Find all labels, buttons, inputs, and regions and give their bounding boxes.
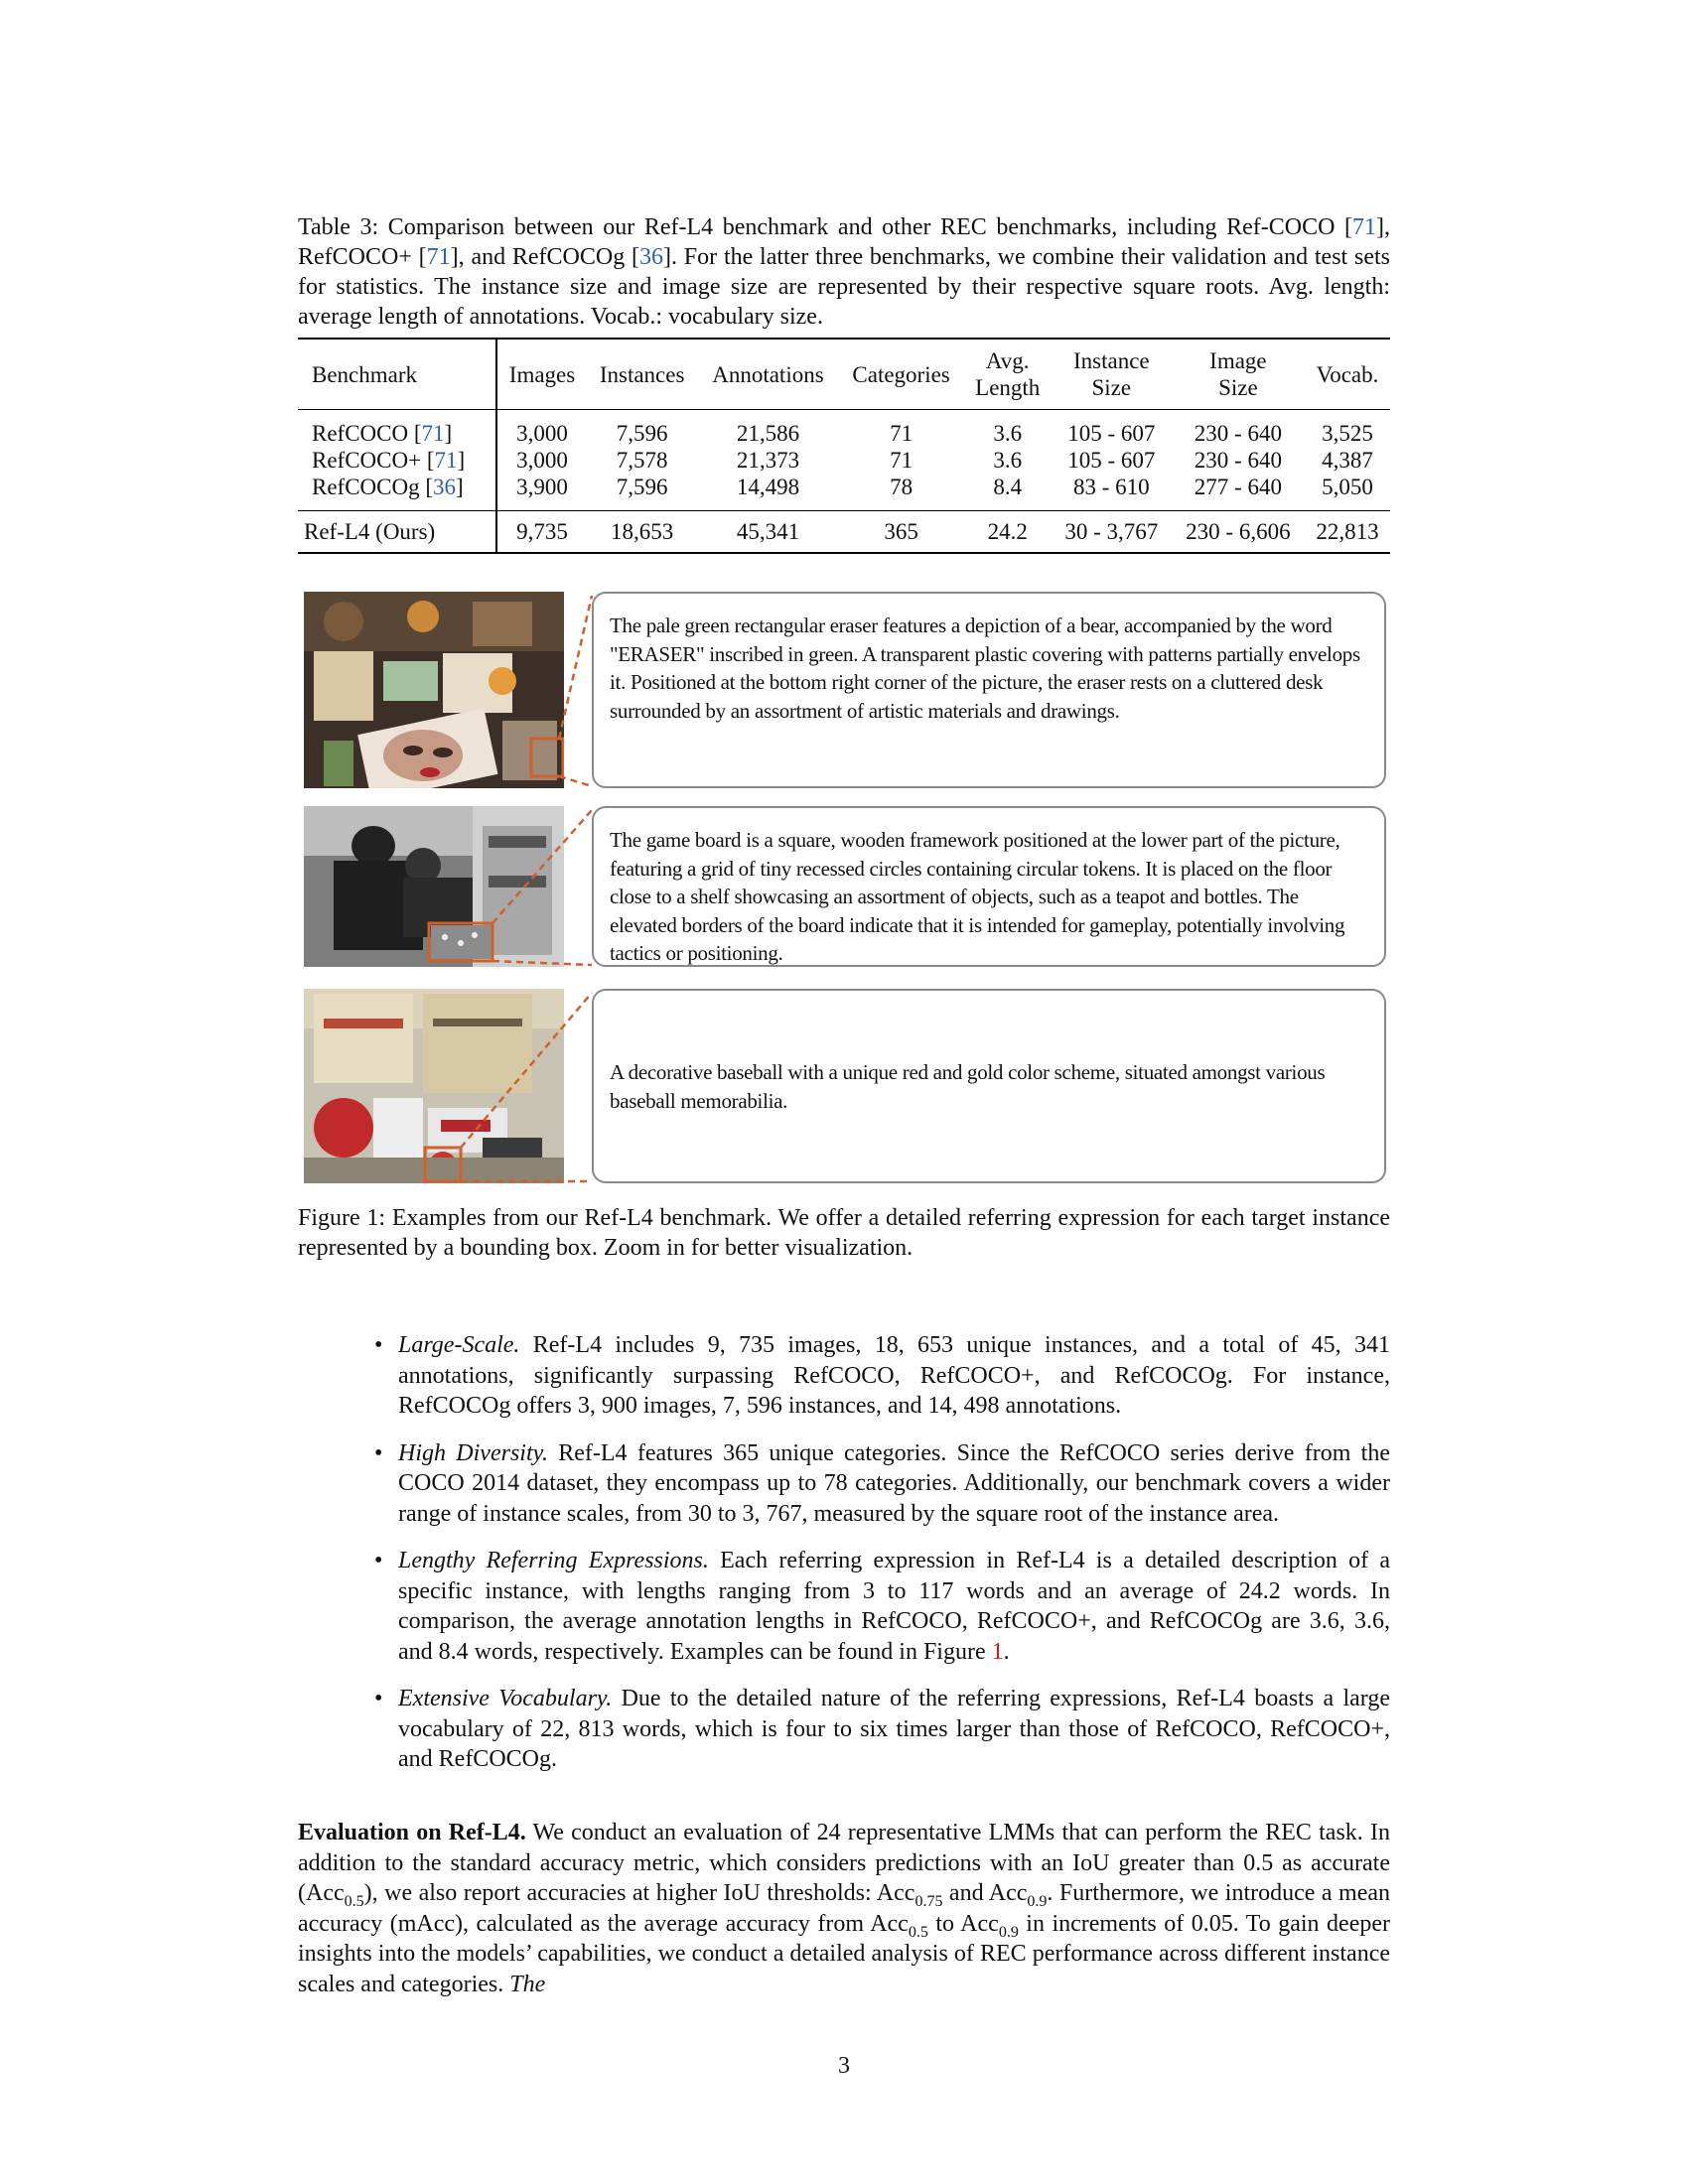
cell-images: 9,735 [516,519,568,544]
header-image-size: Image Size [1209,348,1267,400]
table-row [298,410,1390,448]
cell-instances: 18,653 [610,519,674,544]
figure-reference-link[interactable]: 1 [991,1638,1004,1665]
cell-avg-length: 3.6 [993,421,1023,446]
cell-instance-size: 83 - 610 [1072,475,1150,499]
cell-image-size: 230 - 6,606 [1186,519,1291,544]
cell-categories: 365 [884,519,918,544]
example-image-desk [304,592,564,788]
cell-annotations: 21,373 [736,448,800,473]
table-row [298,447,1390,474]
cell-vocab: 5,050 [1322,475,1373,499]
cell-instance-size: 105 - 607 [1067,421,1156,446]
header-images: Images [508,361,576,387]
cell-instance-size: 105 - 607 [1067,448,1156,473]
figure-example-2 [304,806,1390,967]
row-benchmark-name: RefCOCO+ [71] [298,447,496,474]
citation-link[interactable]: 71 [426,244,451,270]
table-row-ours [298,511,1390,554]
cell-annotations: 14,498 [736,475,800,499]
cell-categories: 71 [890,421,914,446]
cell-images: 3,000 [516,448,568,473]
citation-link[interactable]: 36 [433,475,457,499]
cell-instance-size: 30 - 3,767 [1064,519,1159,544]
referring-expression-box [592,592,1386,788]
cell-image-size: 277 - 640 [1194,475,1282,499]
row-benchmark-name: RefCOCO [71] [298,410,496,448]
referring-expression-text: A decorative baseball with a unique red and gold color scheme, situated amongst various baseball memorabilia. [610,1060,1326,1113]
header-categories: Categories [852,361,950,387]
header-instance-size: Instance Size [1072,348,1150,400]
cell-avg-length: 3.6 [993,448,1023,473]
cell-image-size: 230 - 640 [1194,421,1282,446]
citation-link[interactable]: 36 [639,244,664,270]
cell-avg-length: 8.4 [993,475,1023,499]
cell-vocab: 4,387 [1322,448,1373,473]
referring-expression-box [592,989,1386,1183]
referring-expression-box [592,806,1386,967]
cell-annotations: 45,341 [736,519,800,544]
header-annotations: Annotations [712,361,824,387]
list-item: • Lengthy Referring Expressions. Each referring expression in Ref-L4 is a detailed description of a specific instance, with lengths ranging from 3 to 117 words and an average of 24.2 words. In comparison, the average annotation lengths in RefCOCO, RefCOCO+, and RefCOCOg are 3.6, 3.6, and 8.4 words, respectively. Examples can be found in Figure 1. [398,1546,1390,1667]
cell-images: 3,000 [516,421,568,446]
row-benchmark-name: RefCOCOg [36] [298,474,496,511]
cell-instances: 7,596 [616,421,668,446]
table-row [298,474,1390,511]
header-avg-length: Avg. Length [975,348,1041,400]
citation-link[interactable]: 71 [1352,214,1376,240]
page-number: 3 [838,2053,850,2079]
citation-link[interactable]: 71 [421,421,445,446]
table-header-row [298,339,1390,410]
header-benchmark: Benchmark [298,339,496,410]
cell-instances: 7,578 [616,448,668,473]
evaluation-paragraph: Evaluation on Ref-L4. We conduct an evaluation of 24 representative LMMs that can perform the REC task. In addition to the standard accuracy metric, which considers predictions with an IoU greater than 0.5 as accurate (Acc$_{0.5}$), we also report accuracies at higher IoU thresholds: Acc$_{0.75}$ and Acc$_{0.9}$. Furthermore, we introduce a mean accuracy (mAcc), calculated as the average accuracy from Acc$_{0.5}$ to Acc$_{0.9}$ in increments of 0.05. To gain deeper insights into the models’ capabilities, we conduct a detailed analysis of REC performance across different instance scales and categories. The [298,1820,1390,1997]
cell-instances: 7,596 [616,475,668,499]
referring-expression-text: The game board is a square, wooden framework positioned at the lower part of the picture, featuring a grid of tiny recessed circles containing circular tokens. It is placed on the floor close to a shelf showcasing an assortment of objects, such as a teapot and bottles. The elevated borders of the board indicate that it is intended for gameplay, potentially involving tactics or positioning. [610,828,1345,965]
cell-categories: 71 [890,448,914,473]
paragraph-heading: Evaluation on Ref-L4. [298,1820,526,1845]
cell-vocab: 22,813 [1316,519,1379,544]
table-caption-label: Table 3: [298,214,379,240]
cell-image-size: 230 - 640 [1194,448,1282,473]
table-caption: Table 3: Comparison between our Ref-L4 benchmark and other REC benchmarks, including Ref-COCO [71], RefCOCO+ [71], and RefCOCOg [36]. For the latter three benchmarks, we combine their validation and test sets for statistics. The instance size and image size are represented by their respective square roots. Avg. length: average length of annotations. Vocab.: vocabulary size. [298,214,1391,330]
example-image-baseball [304,989,564,1183]
cell-images: 3,900 [516,475,568,499]
feature-list [398,1330,1390,1792]
list-item: • Extensive Vocabulary. Due to the detailed nature of the referring expressions, Ref-L4 boasts a large vocabulary of 22, 813 words, which is four to six times larger than those of RefCOCO, RefCOCO+, and RefCOCOg. [398,1684,1390,1775]
cell-vocab: 3,525 [1322,421,1373,446]
referring-expression-text: The pale green rectangular eraser features a depiction of a bear, accompanied by the word "ERASER" inscribed in green. A transparent plastic covering with patterns partially envelops it. Positioned at the bottom right corner of the picture, the eraser rests on a cluttered desk surrounded by an assortment of artistic materials and drawings. [610,614,1360,723]
figure-example-3 [304,989,1390,1183]
cell-avg-length: 24.2 [987,519,1028,544]
row-benchmark-name: Ref-L4 (Ours) [298,511,496,554]
benchmark-comparison-table [298,338,1390,554]
header-vocab: Vocab. [1316,361,1379,387]
cell-annotations: 21,586 [736,421,800,446]
cell-categories: 78 [890,475,914,499]
figure-example-1 [304,592,1390,788]
example-image-game [304,806,564,967]
citation-link[interactable]: 71 [434,448,458,473]
list-item: • High Diversity. Ref-L4 features 365 unique categories. Since the RefCOCO series derive from the COCO 2014 dataset, they encompass up to 78 categories. Additionally, our benchmark covers a wider range of instance scales, from 30 to 3, 767, measured by the square root of the instance area. [398,1438,1390,1530]
list-item: • Large-Scale. Ref-L4 includes 9, 735 images, 18, 653 unique instances, and a total of 45, 341 annotations, significantly surpassing RefCOCO, RefCOCO+, and RefCOCOg. For instance, RefCOCOg offers 3, 900 images, 7, 596 instances, and 14, 498 annotations. [398,1330,1390,1422]
header-instances: Instances [599,361,685,387]
figure-caption: Figure 1: Examples from our Ref-L4 benchmark. We offer a detailed referring expression for each target instance represented by a bounding box. Zoom in for better visualization. [298,1205,1390,1261]
